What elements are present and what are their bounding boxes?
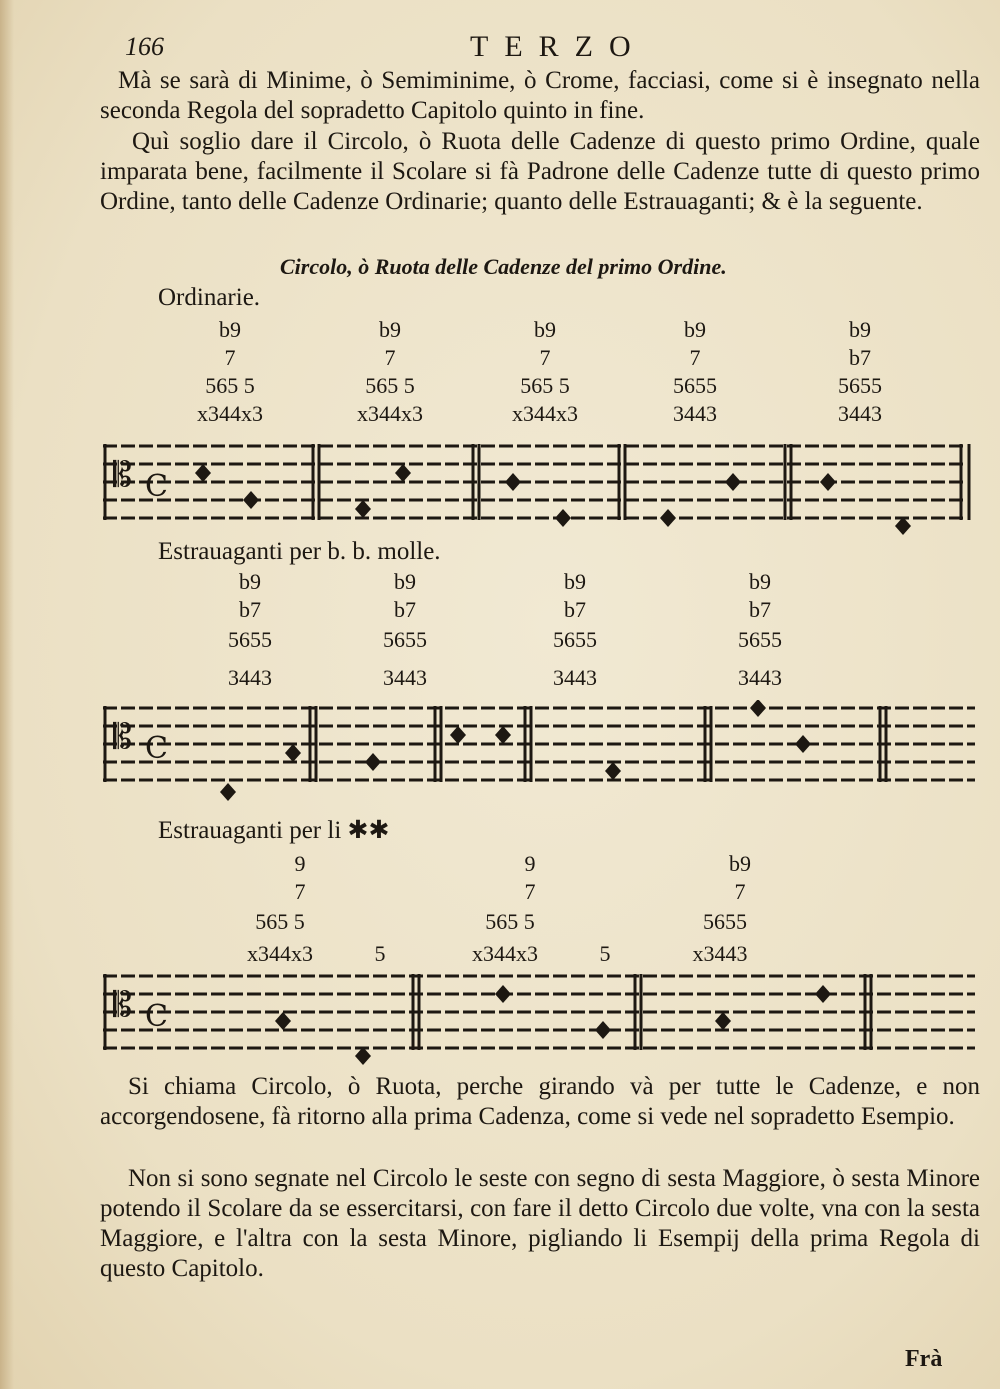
figure-7-2: b7: [394, 597, 416, 622]
figure-10-3: 565 5: [255, 909, 305, 934]
svg-text:C: C: [145, 469, 168, 504]
figure-3-4: x344x3: [512, 401, 578, 426]
figure-12-4: x3443: [692, 941, 748, 966]
figure-11-4: x344x3: [472, 941, 538, 966]
figure-2-3: 565 5: [365, 373, 415, 398]
figure-9-3: 5655: [738, 627, 782, 652]
paragraph-3: Si chiama Circolo, ò Ruota, perche girando và per tutte le Cadenze, e non accorgendosene, fà ritorno alla prima Cadenza, come si vede nel sopradetto Esempio.: [100, 1073, 980, 1130]
figure-11-2: 7: [524, 879, 536, 904]
figure-5-2: b7: [849, 345, 871, 370]
figure-4-3: 5655: [673, 373, 717, 398]
paragraph-1: Mà se sarà di Minime, ò Semiminime, ò Crome, facciasi, come si è insegnato nella seconda Regola del sopradetto Capitolo quinto in fine.: [100, 67, 980, 124]
figure-4-1: b9: [684, 317, 706, 342]
section-label-ordinarie: Ordinarie.: [158, 284, 261, 311]
figure-5-3: 5655: [838, 373, 882, 398]
figure-7-3: 5655: [383, 627, 427, 652]
figure-8-1: b9: [564, 569, 586, 594]
paragraph-4: Non si sono segnate nel Circolo le seste con segno di sesta Maggiore, ò sesta Minore potendo il Scolare da se essercitarsi, con fare il detto Circolo due volte, vna con la sesta Maggiore, e l'altra con la sesta Minore, pigliando li Esempij della prima Regola di questo Capitolo.: [100, 1165, 980, 1282]
figure-9-1: b9: [749, 569, 771, 594]
figure-2-4: x344x3: [357, 401, 423, 426]
section-label-bmolle: Estrauaganti per b. b. molle.: [158, 538, 441, 565]
figure-5-1: b9: [849, 317, 871, 342]
music-staff-ordinarie: [95, 438, 980, 542]
figure-8-2: b7: [564, 597, 586, 622]
figure-12-1: b9: [729, 851, 751, 876]
figure-12-2: 7: [734, 879, 746, 904]
figure-7-4: 3443: [383, 665, 427, 690]
figure-6-1: b9: [239, 569, 261, 594]
figure-10-4: x344x3: [247, 941, 313, 966]
figure-1-3: 565 5: [205, 373, 255, 398]
figure-caption: Circolo, ò Ruota delle Cadenze del primo Ordine.: [280, 254, 727, 279]
figure-8-3: 5655: [553, 627, 597, 652]
svg-text:𝄡: 𝄡: [113, 455, 132, 495]
figure-4-2: 7: [689, 345, 701, 370]
figure-1-2: 7: [224, 345, 236, 370]
figure-10-5: 5: [374, 941, 386, 966]
figure-9-4: 3443: [738, 665, 782, 690]
figure-6-4: 3443: [228, 665, 272, 690]
figure-3-2: 7: [539, 345, 551, 370]
figure-3-1: b9: [534, 317, 556, 342]
figure-11-5: 5: [599, 941, 611, 966]
page-gutter-shadow: [0, 0, 14, 1389]
figure-1-4: x344x3: [197, 401, 263, 426]
running-head: TERZO: [470, 30, 647, 63]
figure-8-4: 3443: [553, 665, 597, 690]
svg-text:C: C: [145, 731, 168, 766]
music-staff-diesis: [95, 968, 980, 1072]
figure-11-3: 565 5: [485, 909, 535, 934]
figure-10-2: 7: [294, 879, 306, 904]
figure-12-3: 5655: [703, 909, 747, 934]
figure-6-2: b7: [239, 597, 261, 622]
svg-text:𝄡: 𝄡: [113, 985, 132, 1025]
page-number: 166: [125, 32, 164, 61]
catchword: Frà: [905, 1346, 943, 1372]
figure-6-3: 5655: [228, 627, 272, 652]
music-staff-bmolle: [95, 700, 980, 804]
figure-9-2: b7: [749, 597, 771, 622]
svg-text:C: C: [145, 999, 168, 1034]
figure-5-4: 3443: [838, 401, 882, 426]
figure-7-1: b9: [394, 569, 416, 594]
figure-1-1: b9: [219, 317, 241, 342]
figure-2-1: b9: [379, 317, 401, 342]
paragraph-2: Quì soglio dare il Circolo, ò Ruota delle Cadenze di questo primo Ordine, quale imparata bene, facilmente il Scolare si fà Padrone delle Cadenze tutte di questo primo Ordine, tanto delle Cadenze Ordinarie; quanto delle Estrauaganti; & è la seguente.: [100, 128, 980, 215]
figure-2-2: 7: [384, 345, 396, 370]
figure-11-1: 9: [524, 851, 536, 876]
figure-10-1: 9: [294, 851, 306, 876]
figure-4-4: 3443: [673, 401, 717, 426]
svg-text:𝄡: 𝄡: [113, 717, 132, 757]
section-label-diesis: Estrauaganti per li ✱✱: [158, 817, 390, 844]
figure-3-3: 565 5: [520, 373, 570, 398]
page-header: [0, 28, 1000, 68]
